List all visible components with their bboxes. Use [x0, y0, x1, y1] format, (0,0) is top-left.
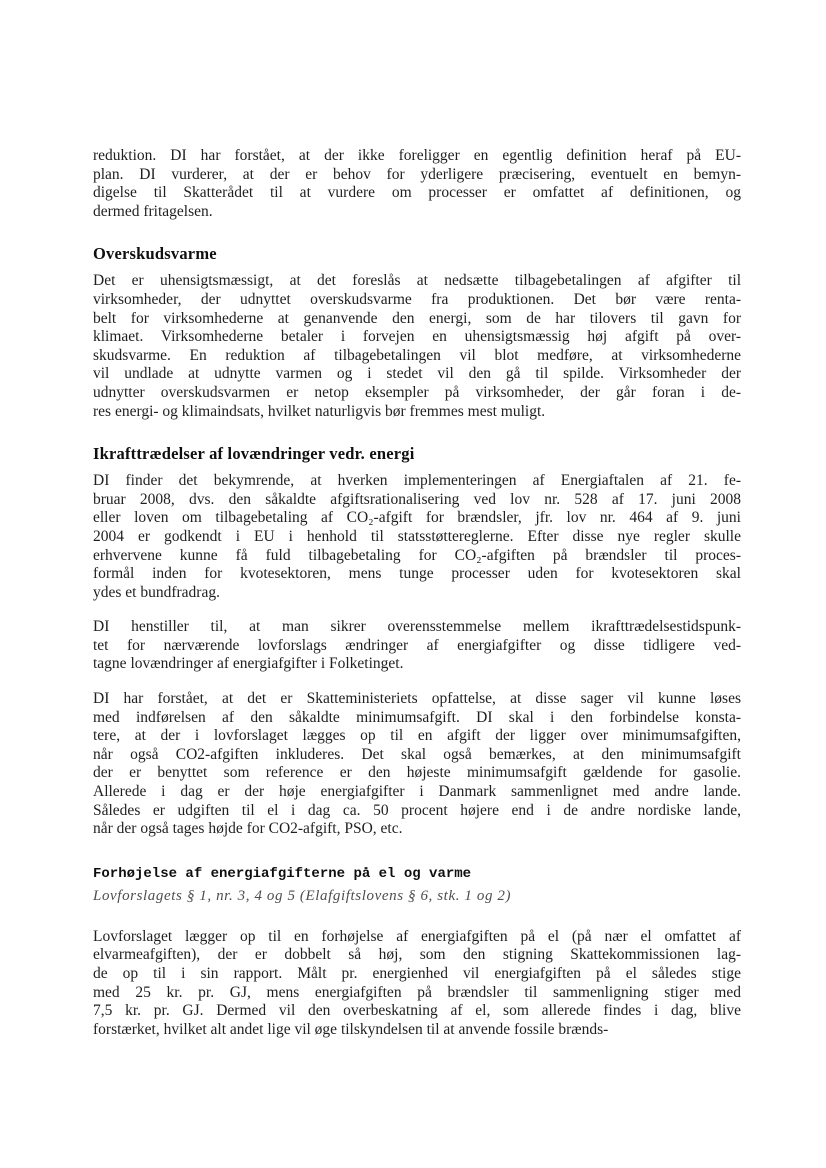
heading-ikrafttraedelser: Ikrafttrædelser af lovændringer vedr. energi — [93, 444, 415, 464]
heading-overskudsvarme: Overskudsvarme — [93, 244, 217, 264]
text-line: når også CO2-afgiften inkluderes. Det skal også bemærkes, at den minimumsafgift — [93, 745, 741, 763]
text-line: plan. DI vurderer, at der er behov for yderligere præcisering, eventuelt en bemyn- — [93, 165, 741, 183]
document-text-column — [93, 147, 741, 1055]
text-line: de op til i sin rapport. Målt pr. energienhed vil energiafgiften på el således stige — [93, 965, 741, 982]
text-line: skudsvarme. En reduktion af tilbagebetalingen vil blot medføre, at virksomhederne — [93, 346, 741, 364]
text-line: Allerede i dag er der høje energiafgifter i Danmark sammenlignet med andre lande. — [93, 783, 741, 801]
text-line: tet for nærværende lovforslags ændringer af energiafgifter og disse tidligere ved- — [93, 636, 741, 654]
text-line: Det er uhensigtsmæssigt, at det foreslås at nedsætte tilbagebetalingen af afgifter til — [93, 272, 741, 290]
text-line: ydes et bundfradrag. — [93, 583, 220, 601]
text-line: belt for virksomhederne at genanvende den energi, som de har tilovers til gavn for — [93, 309, 741, 327]
paragraph-overskudsvarme — [93, 272, 741, 421]
text-line: formål inden for kvotesektoren, mens tunge processer uden for kvotesektoren skal — [93, 565, 741, 583]
text-line: der er benyttet som reference er den højeste minimumsafgift gældende for gasolie. — [93, 764, 741, 782]
text-line: Lovforslaget lægger op til en forhøjelse af energiafgiften på el (på nær el omfattet af — [93, 927, 741, 945]
paragraph-energiaftalen — [93, 472, 741, 602]
text-line: DI har forstået, at det er Skatteministeriets opfattelse, at disse sager vil kunne løses — [93, 690, 741, 708]
paragraph-minimumsafgift — [93, 690, 741, 839]
text-line: elvarmeafgiften), der er dobbelt så høj, som den stigning Skattekommissionen lag- — [93, 946, 741, 964]
text-line: med 25 kr. pr. GJ, mens energiafgiften på brændsler til sammenligning stiger med — [93, 983, 741, 1001]
paragraph-forhoejelse-body — [93, 928, 741, 1040]
text-line: virksomheder, der udnyttet overskudsvarme fra produktionen. Det bør være renta- — [93, 290, 741, 308]
text-line: når der også tages højde for CO2-afgift, PSO, etc. — [93, 820, 403, 838]
text-line: bruar 2008, dvs. den såkaldte afgiftsrationalisering ved lov nr. 528 af 17. juni 2008 — [93, 490, 741, 508]
text-line: Således er udgiften til el i dag ca. 50 procent højere end i de andre nordiske lande, — [93, 801, 741, 819]
paragraph-henstiller — [93, 618, 741, 674]
text-line: dermed fritagelsen. — [93, 202, 213, 220]
text-line: med indførelsen af den såkaldte minimumsafgift. DI skal i den forbindelse konsta- — [93, 708, 741, 726]
paragraph-reduktion — [93, 147, 741, 221]
text-line: res energi- og klimaindsats, hvilket naturligvis bør fremmes mest muligt. — [93, 402, 546, 420]
text-line: DI finder det bekymrende, at hverken implementeringen af Energiaftalen af 21. fe- — [93, 472, 741, 490]
text-line: digelse til Skatterådet til at vurdere om processer er omfattet af definitionen, og — [93, 184, 741, 202]
text-line: vil undlade at udnytte varmen og i stedet vil den gå til spilde. Virksomheder der — [93, 365, 741, 383]
text-line: erhvervene kunne få fuld tilbagebetaling for CO₂-afgiften på brændsler til proces- — [93, 546, 741, 564]
text-line: 7,5 kr. pr. GJ. Dermed vil den overbeskatning af el, som allerede findes i dag, blive — [93, 1002, 741, 1020]
text-line: DI henstiller til, at man sikrer overensstemmelse mellem ikrafttrædelsestidspunk- — [93, 618, 741, 636]
text-line: 2004 er godkendt i EU i henhold til statsstøttereglerne. Efter disse nye regler skulle — [93, 527, 741, 545]
text-line: tagne lovændringer af energiafgifter i Folketinget. — [93, 655, 404, 673]
subtitle-lovforslaget: Lovforslagets § 1, nr. 3, 4 og 5 (Elafgiftslovens § 6, stk. 1 og 2) — [93, 887, 512, 904]
heading-forhoejelse: Forhøjelse af energiafgifterne på el og varme — [93, 865, 472, 882]
text-line: forstærket, hvilket alt andet lige vil øge tilskyndelsen til at anvende fossile brænds- — [93, 1020, 609, 1038]
text-line: klimaet. Virksomhederne betaler i forvejen en uhensigtsmæssig høj afgift på over- — [93, 328, 741, 346]
text-line: reduktion. DI har forstået, at der ikke foreligger en egentlig definition heraf på EU- — [93, 147, 741, 164]
text-line: tere, at der i lovforslaget lægges op til en afgift der ligger over minimumsafgiften, — [93, 727, 741, 745]
text-line: eller loven om tilbagebetaling af CO₂-afgift for brændsler, jfr. lov nr. 464 af 9. juni — [93, 509, 741, 527]
text-line: udnytter overskudsvarmen er netop eksempler på virksomheder, der går foran i de- — [93, 383, 741, 401]
